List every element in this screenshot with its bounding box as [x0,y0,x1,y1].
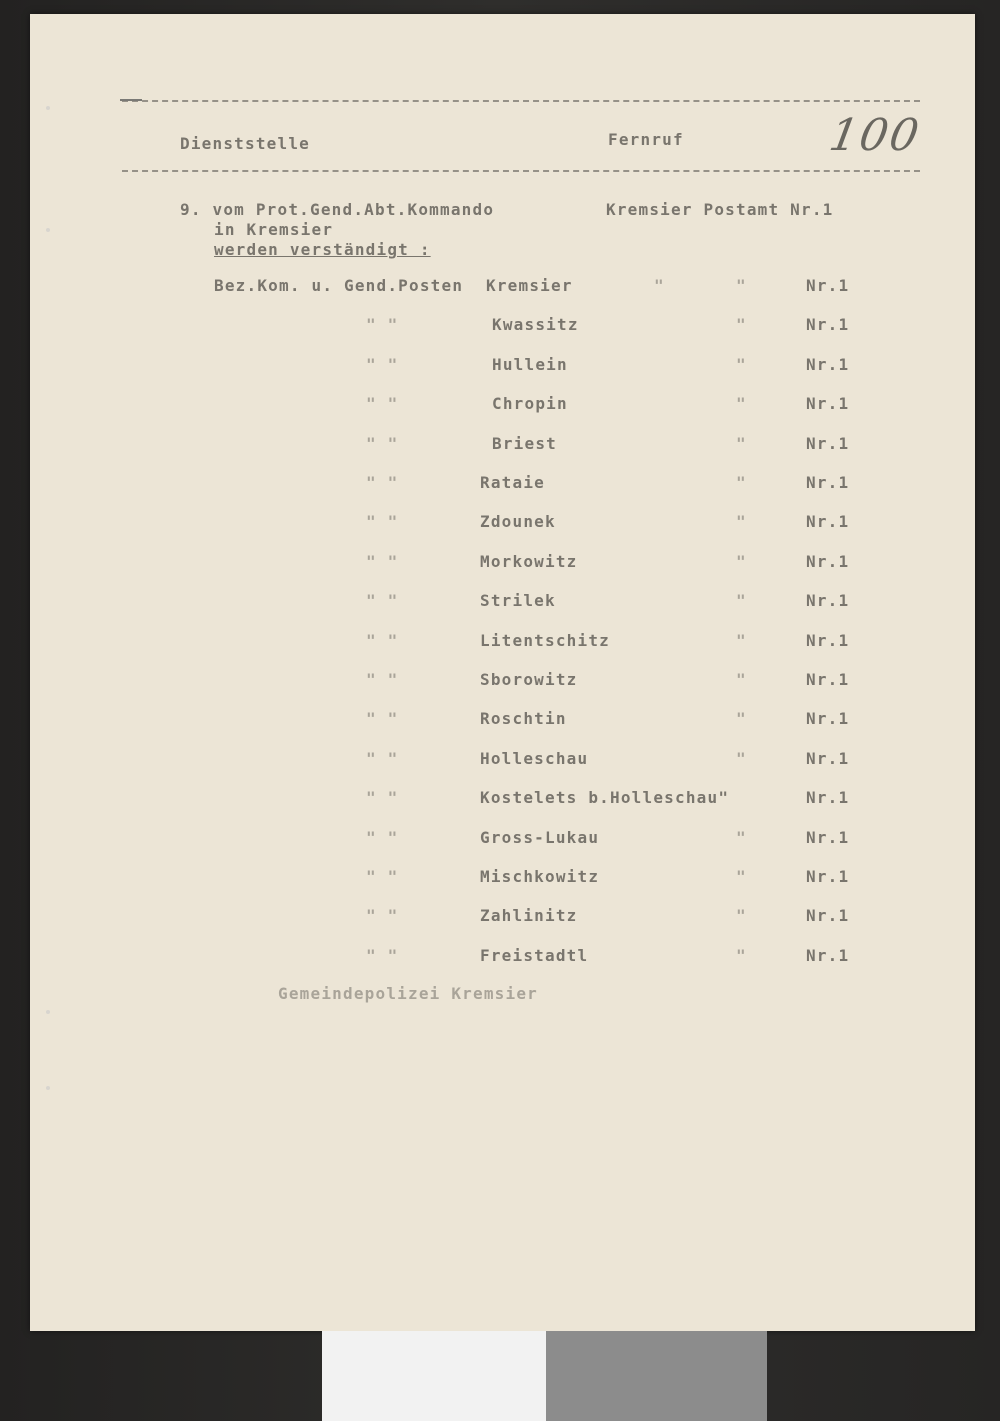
row-ditto-prefix: " " [366,867,399,886]
document-page [30,14,975,1331]
row-ditto: " [736,591,747,610]
row-phone-number: Nr.1 [806,670,850,689]
row-ditto: " [736,473,747,492]
row-phone-number: Nr.1 [806,788,850,807]
row-phone-number: Nr.1 [806,276,850,295]
row-ditto-prefix: " " [366,906,399,925]
row-ditto-prefix: " " [366,473,399,492]
row-ditto: " [736,867,747,886]
row-phone-number: Nr.1 [806,394,850,413]
row-station-name: Morkowitz [480,552,578,571]
row-ditto-prefix: " " [366,670,399,689]
row-phone-number: Nr.1 [806,552,850,571]
row-station-name: Mischkowitz [480,867,600,886]
row-station-name: Roschtin [480,709,567,728]
row-phone-number: Nr.1 [806,749,850,768]
row-phone-number: Nr.1 [806,828,850,847]
row-phone-number: Nr.1 [806,512,850,531]
punch-mark [46,1010,50,1014]
row-ditto: " [736,709,747,728]
row-phone-number: Nr.1 [806,355,850,374]
row-ditto: " [736,512,747,531]
row-station-name: Briest [492,434,557,453]
row-ditto-prefix: " " [366,946,399,965]
row-station-name: Freistadtl [480,946,589,965]
row-station-name: Kostelets b.Holleschau" [480,788,730,807]
row-ditto-prefix: " " [366,434,399,453]
row-station-name: Zdounek [480,512,556,531]
row-phone-number: Nr.1 [806,867,850,886]
row-station-name: Holleschau [480,749,589,768]
column-header-phone: Fernruf [608,130,684,149]
calibration-gray [546,1331,767,1421]
row-station-name: Strilek [480,591,556,610]
footer-line: Gemeindepolizei Kremsier [278,984,538,1003]
row-ditto-prefix: " " [366,788,399,807]
row-ditto-prefix: " " [366,355,399,374]
row-prefix: Bez.Kom. u. Gend.Posten [214,276,464,295]
row-ditto: " [736,394,747,413]
intro-phone: Kremsier Postamt Nr.1 [606,200,834,219]
punch-mark [46,1086,50,1090]
row-station-name: Rataie [480,473,545,492]
punch-mark [46,106,50,110]
row-ditto: " [736,749,747,768]
row-ditto-prefix: " " [366,394,399,413]
row-station-name: Kremsier [486,276,573,295]
calibration-white [322,1331,546,1421]
intro-line-1: 9. vom Prot.Gend.Abt.Kommando [180,200,495,219]
row-station-name: Zahlinitz [480,906,578,925]
row-station-name: Chropin [492,394,568,413]
row-ditto: " [736,276,747,295]
row-ditto-prefix: " " [366,552,399,571]
row-station-name: Gross-Lukau [480,828,600,847]
row-phone-number: Nr.1 [806,631,850,650]
row-ditto: " [736,355,747,374]
row-ditto-prefix: " " [366,315,399,334]
row-ditto-prefix: " " [366,631,399,650]
page-number: 100 [825,110,925,161]
row-ditto: " [736,631,747,650]
row-station-name: Sborowitz [480,670,578,689]
row-station-name: Litentschitz [480,631,610,650]
row-ditto-prefix: " " [366,709,399,728]
punch-mark [46,228,50,232]
row-ditto-prefix: " " [366,512,399,531]
row-phone-number: Nr.1 [806,315,850,334]
row-ditto: " [654,276,665,295]
column-header-office: Dienststelle [180,134,310,153]
row-ditto-prefix: " " [366,828,399,847]
top-rule [122,100,920,102]
row-ditto: " [736,828,747,847]
row-ditto-prefix: " " [366,591,399,610]
row-phone-number: Nr.1 [806,906,850,925]
row-phone-number: Nr.1 [806,591,850,610]
row-ditto: " [736,552,747,571]
row-phone-number: Nr.1 [806,473,850,492]
row-ditto: " [736,946,747,965]
row-ditto: " [736,434,747,453]
row-phone-number: Nr.1 [806,709,850,728]
row-ditto: " [736,670,747,689]
row-phone-number: Nr.1 [806,434,850,453]
bottom-rule [122,170,920,172]
intro-line-3: werden verständigt : [214,240,431,259]
row-ditto: " [736,315,747,334]
intro-line-2: in Kremsier [214,220,334,239]
row-station-name: Hullein [492,355,568,374]
row-station-name: Kwassitz [492,315,579,334]
row-ditto-prefix: " " [366,749,399,768]
row-phone-number: Nr.1 [806,946,850,965]
row-ditto: " [736,906,747,925]
